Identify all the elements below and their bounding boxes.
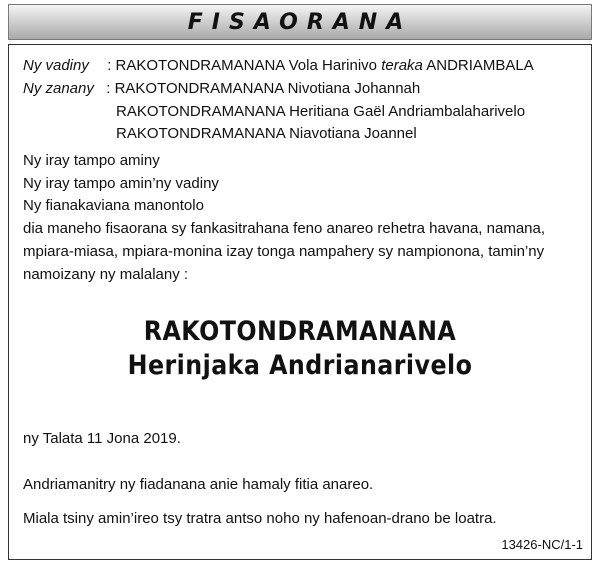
child-name-2: RAKOTONDRAMANANA Heritiana Gaël Andriambalaharivelo [116,103,526,120]
spouse-line [23,57,534,75]
spouse-name: RAKOTONDRAMANANA Vola Harinivo [115,57,378,74]
deceased-given-names: Herinjaka Andrianarivelo [127,350,473,381]
spouse-label: Ny vadiny [23,57,89,74]
spouse-maiden-name: ANDRIAMBALA [426,57,534,74]
spouse-colon: : [107,57,112,74]
notice-frame [8,44,592,560]
family-line-3: Ny fianakaviana manontolo [23,197,204,214]
children-label: Ny zanany [23,80,94,97]
body-line-1: dia maneho fisaorana sy fankasitrahana feno anareo rehetra havana, namana, [23,220,546,237]
children-line [23,80,420,98]
closing-line-1: Andriamanitry ny fiadanana anie hamaly fitia anareo. [23,476,374,493]
date-line: ny Talata 11 Jona 2019. [23,430,181,447]
notice-title: FISAORANA [187,9,413,35]
deceased-name [9,315,591,383]
child-name-3: RAKOTONDRAMANANA Niavotiana Joannel [116,125,417,142]
spouse-teraka: teraka [381,57,423,74]
family-line-1: Ny iray tampo aminy [23,152,160,169]
notice-header [8,4,592,40]
children-colon: : [106,80,111,97]
body-line-2: mpiara-miasa, mpiara-monina izay tonga nampahery sy nampionona, tamin’ny [23,243,545,260]
deceased-surname: RAKOTONDRAMANANA [143,316,457,347]
child-name-1: RAKOTONDRAMANANA Nivotiana Johannah [114,80,421,97]
closing-line-2: Miala tsiny amin’ireo tsy tratra antso noho ny hafenoan-drano be loatra. [23,510,497,527]
body-line-3: namoizany ny malalany : [23,266,189,283]
reference-code: 13426-NC/1-1 [501,537,583,552]
family-line-2: Ny iray tampo amin’ny vadiny [23,175,219,192]
